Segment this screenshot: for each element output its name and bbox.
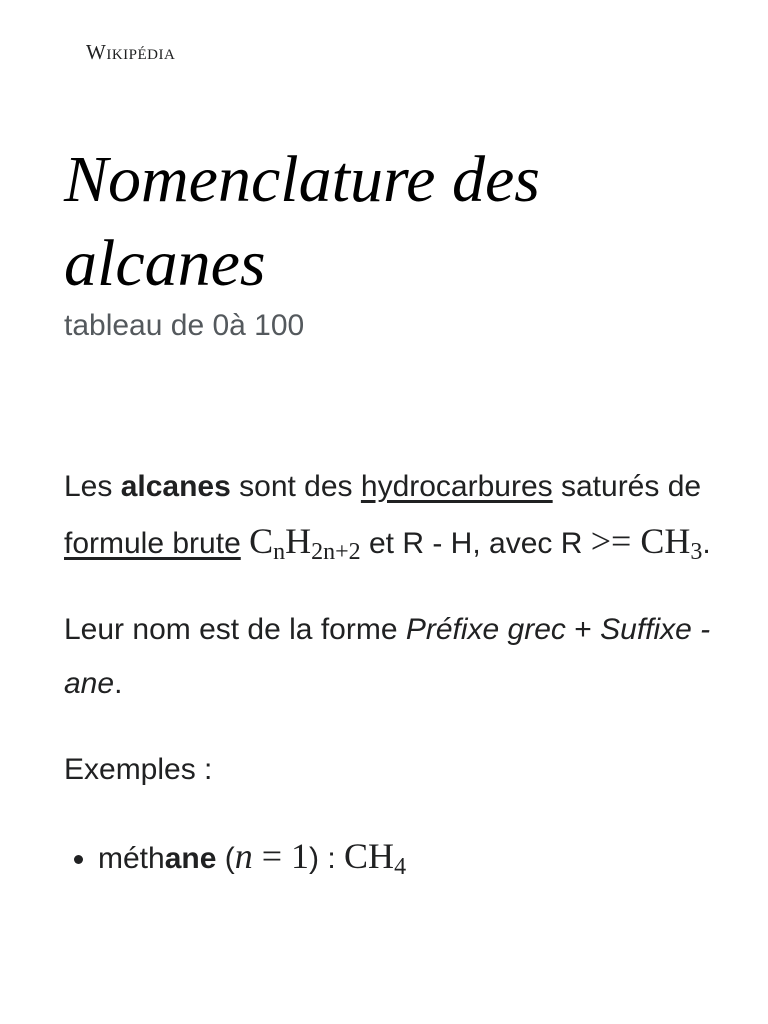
page-title: Nomenclature des alcanes	[64, 143, 540, 300]
examples-label: Exemples :	[64, 753, 213, 786]
bold-term: alcanes	[120, 470, 231, 503]
page-subtitle: tableau de 0à 100	[64, 309, 305, 342]
examples-list	[64, 829, 724, 886]
formula-methyl: >= $CH_3$	[590, 521, 703, 565]
list-item: • méthane (n = 1) : $CH_4$	[98, 829, 724, 886]
article-content	[64, 460, 724, 886]
formula-methane: $CH_4$	[344, 836, 407, 880]
wikipedia-wordmark[interactable]: Wikipédia	[86, 39, 176, 64]
link-formule-brute[interactable]: formule brute	[64, 527, 241, 560]
naming-paragraph: Leur nom est de la forme Préfixe grec + Suffixe -ane.	[64, 613, 711, 700]
formula-alkane: $C_nH_{2n+2}$	[249, 521, 361, 565]
header	[86, 38, 175, 66]
link-hydrocarbures[interactable]: hydrocarbures	[360, 470, 553, 503]
intro-paragraph: Les alcanes sont des hydrocarbures saturés de formule brute $C_nH_{2n+2}$ et R - H, avec $R >= CH_3$.	[64, 470, 711, 565]
formula-n: n = 1	[234, 836, 310, 876]
